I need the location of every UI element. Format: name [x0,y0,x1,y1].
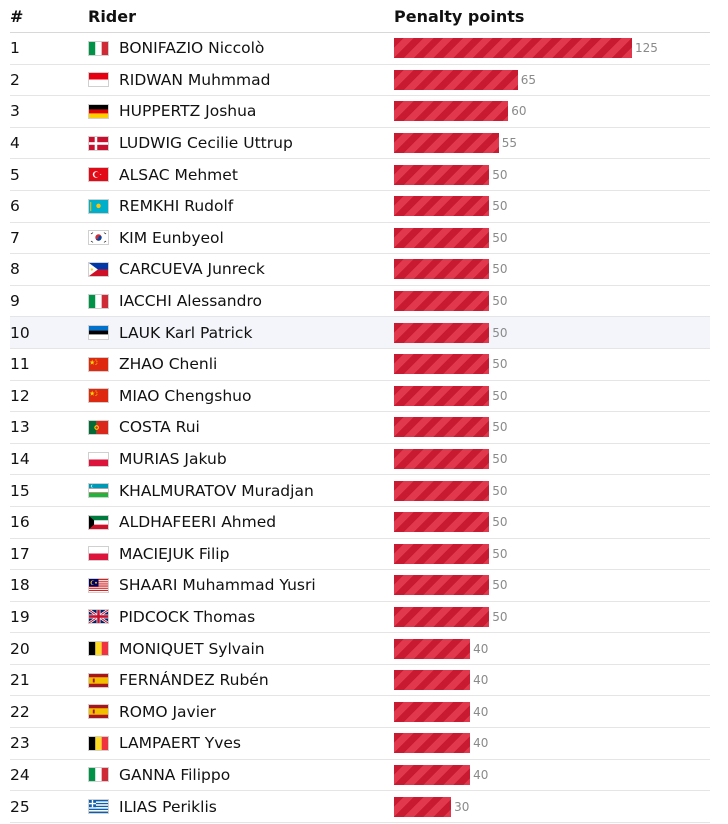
rider-name-link[interactable]: PIDCOCK Thomas [119,607,256,626]
flag-cell [88,230,119,245]
rider-name-link[interactable]: ILIAS Periklis [119,797,217,816]
penalty-points-bar [394,354,489,374]
rider-name-link[interactable]: HUPPERTZ Joshua [119,102,257,121]
penalty-points-bar [394,765,470,785]
rider-rank: 14 [10,450,30,469]
points-column-header: Penalty points [394,7,525,26]
penalty-points-value: 50 [492,578,508,593]
table-row [10,475,710,507]
penalty-points-bar [394,228,489,248]
points-cell [394,133,517,153]
penalty-points-bar [394,386,489,406]
penalty-points-bar [394,797,451,817]
greece-flag-icon [88,799,109,814]
points-cell [394,481,507,501]
flag-cell [88,388,119,403]
table-body [10,33,710,823]
rider-name-link[interactable]: RIDWAN Muhmmad [119,70,271,89]
flag-cell [88,515,119,530]
flag-cell [88,167,119,182]
uk-flag-icon [88,609,109,624]
flag-cell [88,41,119,56]
table-row [10,254,710,286]
uzbekistan-flag-icon [88,483,109,498]
rider-name-link[interactable]: KHALMURATOV Muradjan [119,481,314,500]
table-row [10,286,710,318]
table-row [10,128,710,160]
rider-name-link[interactable]: ZHAO Chenli [119,355,218,374]
penalty-points-bar [394,639,470,659]
penalty-points-value: 50 [492,325,508,340]
points-cell [394,291,507,311]
table-row [10,696,710,728]
penalty-points-value: 50 [492,420,508,435]
portugal-flag-icon [88,420,109,435]
flag-cell [88,294,119,309]
points-cell [394,670,488,690]
flag-cell [88,420,119,435]
points-cell [394,544,507,564]
rider-name-link[interactable]: ALSAC Mehmet [119,165,238,184]
rider-name-link[interactable]: LAUK Karl Patrick [119,323,253,342]
penalty-points-bar [394,133,499,153]
rider-rank: 23 [10,734,30,753]
points-cell [394,70,536,90]
penalty-points-value: 50 [492,167,508,182]
flag-cell [88,767,119,782]
table-row [10,317,710,349]
penalty-points-value: 125 [635,41,658,56]
flag-cell [88,357,119,372]
penalty-points-value: 40 [473,767,489,782]
penalty-points-value: 30 [454,799,470,814]
flag-cell [88,104,119,119]
table-row [10,665,710,697]
rider-rank: 13 [10,418,30,437]
flag-cell [88,673,119,688]
points-cell [394,607,507,627]
china-flag-icon [88,357,109,372]
points-cell [394,259,507,279]
penalty-points-bar [394,575,489,595]
table-row [10,728,710,760]
rider-rank: 4 [10,134,20,153]
points-cell [394,512,507,532]
rider-name-link[interactable]: BONIFAZIO Niccolò [119,39,265,58]
penalty-points-table [10,0,710,823]
table-header [10,0,710,33]
points-cell [394,228,507,248]
table-row [10,191,710,223]
penalty-points-value: 60 [511,104,527,119]
penalty-points-value: 50 [492,452,508,467]
kazakhstan-flag-icon [88,199,109,214]
points-cell [394,323,507,343]
table-row [10,602,710,634]
rider-name-link[interactable]: REMKHI Rudolf [119,197,234,216]
penalty-points-value: 50 [492,199,508,214]
rider-rank: 2 [10,70,20,89]
penalty-points-bar [394,165,489,185]
italy-flag-icon [88,41,109,56]
points-cell [394,38,658,58]
china-flag-icon [88,388,109,403]
points-cell [394,165,507,185]
rider-rank: 20 [10,639,30,658]
flag-cell [88,641,119,656]
rider-rank: 7 [10,228,20,247]
rider-rank: 12 [10,386,30,405]
penalty-points-value: 50 [492,294,508,309]
rider-name-link[interactable]: SHAARI Muhammad Yusri [119,576,316,595]
rider-rank: 10 [10,323,30,342]
germany-flag-icon [88,104,109,119]
table-row [10,444,710,476]
flag-cell [88,452,119,467]
flag-cell [88,72,119,87]
penalty-points-bar [394,481,489,501]
rider-rank: 5 [10,165,20,184]
rider-name-link[interactable]: LAMPAERT Yves [119,734,242,753]
penalty-points-value: 50 [492,388,508,403]
penalty-points-value: 40 [473,673,489,688]
turkey-flag-icon [88,167,109,182]
penalty-points-bar [394,417,489,437]
philippines-flag-icon [88,262,109,277]
points-cell [394,101,527,121]
flag-cell [88,799,119,814]
penalty-points-bar [394,670,470,690]
rider-name-link[interactable]: MURIAS Jakub [119,450,227,469]
flag-cell [88,199,119,214]
penalty-points-value: 55 [501,136,517,151]
italy-flag-icon [88,294,109,309]
penalty-points-bar [394,733,470,753]
points-cell [394,702,488,722]
penalty-points-value: 50 [492,515,508,530]
penalty-points-value: 50 [492,483,508,498]
penalty-points-bar [394,607,489,627]
rider-rank: 11 [10,355,30,374]
table-row [10,760,710,792]
points-cell [394,639,488,659]
points-cell [394,733,488,753]
penalty-points-value: 50 [492,230,508,245]
rider-rank: 16 [10,513,30,532]
points-cell [394,765,488,785]
rider-rank: 3 [10,102,20,121]
rider-name-link[interactable]: ALDHAFEERI Ahmed [119,513,277,532]
rider-name-link[interactable]: MONIQUET Sylvain [119,639,265,658]
rider-name-link[interactable]: CARCUEVA Junreck [119,260,265,279]
penalty-points-value: 40 [473,641,489,656]
rider-rank: 6 [10,197,20,216]
penalty-points-bar [394,512,489,532]
penalty-points-bar [394,70,518,90]
flag-cell [88,736,119,751]
rider-rank: 18 [10,576,30,595]
penalty-points-bar [394,449,489,469]
points-cell [394,354,507,374]
poland-flag-icon [88,452,109,467]
penalty-points-bar [394,544,489,564]
points-cell [394,386,507,406]
penalty-points-value: 50 [492,609,508,624]
rider-name-link[interactable]: ROMO Javier [119,702,216,721]
penalty-points-bar [394,323,489,343]
rider-name-link[interactable]: MACIEJUK Filip [119,544,230,563]
flag-cell [88,136,119,151]
kuwait-flag-icon [88,515,109,530]
table-row [10,381,710,413]
rider-name-link[interactable]: COSTA Rui [119,418,200,437]
penalty-points-bar [394,702,470,722]
rider-name-link[interactable]: GANNA Filippo [119,765,231,784]
penalty-points-value: 40 [473,704,489,719]
table-row [10,633,710,665]
penalty-points-bar [394,291,489,311]
table-row [10,570,710,602]
flag-cell [88,325,119,340]
rider-name-link[interactable]: FERNÁNDEZ Rubén [119,671,269,690]
rider-rank: 24 [10,765,30,784]
table-row [10,96,710,128]
rider-rank: 1 [10,39,20,58]
flag-cell [88,578,119,593]
rider-name-link[interactable]: LUDWIG Cecilie Uttrup [119,134,293,153]
flag-cell [88,262,119,277]
points-cell [394,417,507,437]
south-korea-flag-icon [88,230,109,245]
penalty-points-value: 40 [473,736,489,751]
flag-cell [88,609,119,624]
denmark-flag-icon [88,136,109,151]
points-cell [394,449,507,469]
rider-rank: 15 [10,481,30,500]
poland-flag-icon [88,546,109,561]
table-row [10,412,710,444]
table-row [10,65,710,97]
rider-rank: 25 [10,797,30,816]
penalty-points-value: 50 [492,546,508,561]
flag-cell [88,704,119,719]
table-row [10,539,710,571]
belgium-flag-icon [88,641,109,656]
penalty-points-bar [394,101,508,121]
penalty-points-bar [394,38,632,58]
rider-rank: 8 [10,260,20,279]
points-cell [394,196,507,216]
estonia-flag-icon [88,325,109,340]
rider-rank: 21 [10,671,30,690]
table-row [10,159,710,191]
rider-rank: 9 [10,292,20,311]
penalty-points-value: 50 [492,262,508,277]
penalty-points-value: 50 [492,357,508,372]
table-row [10,349,710,381]
penalty-points-value: 65 [520,72,537,87]
belgium-flag-icon [88,736,109,751]
table-row [10,33,710,65]
italy-flag-icon [88,767,109,782]
rank-column-header: # [10,7,24,26]
spain-flag-icon [88,704,109,719]
rider-name-link[interactable]: IACCHI Alessandro [119,292,262,311]
spain-flag-icon [88,673,109,688]
rider-name-link[interactable]: MIAO Chengshuo [119,386,252,405]
flag-cell [88,483,119,498]
table-row [10,791,710,823]
penalty-points-bar [394,196,489,216]
rider-rank: 22 [10,702,30,721]
table-row [10,223,710,255]
flag-cell [88,546,119,561]
malaysia-flag-icon [88,578,109,593]
table-row [10,507,710,539]
rider-name-link[interactable]: KIM Eunbyeol [119,228,224,247]
points-cell [394,797,469,817]
rider-column-header: Rider [88,7,136,26]
rider-rank: 17 [10,544,30,563]
points-cell [394,575,507,595]
indonesia-flag-icon [88,72,109,87]
penalty-points-bar [394,259,489,279]
rider-rank: 19 [10,607,30,626]
